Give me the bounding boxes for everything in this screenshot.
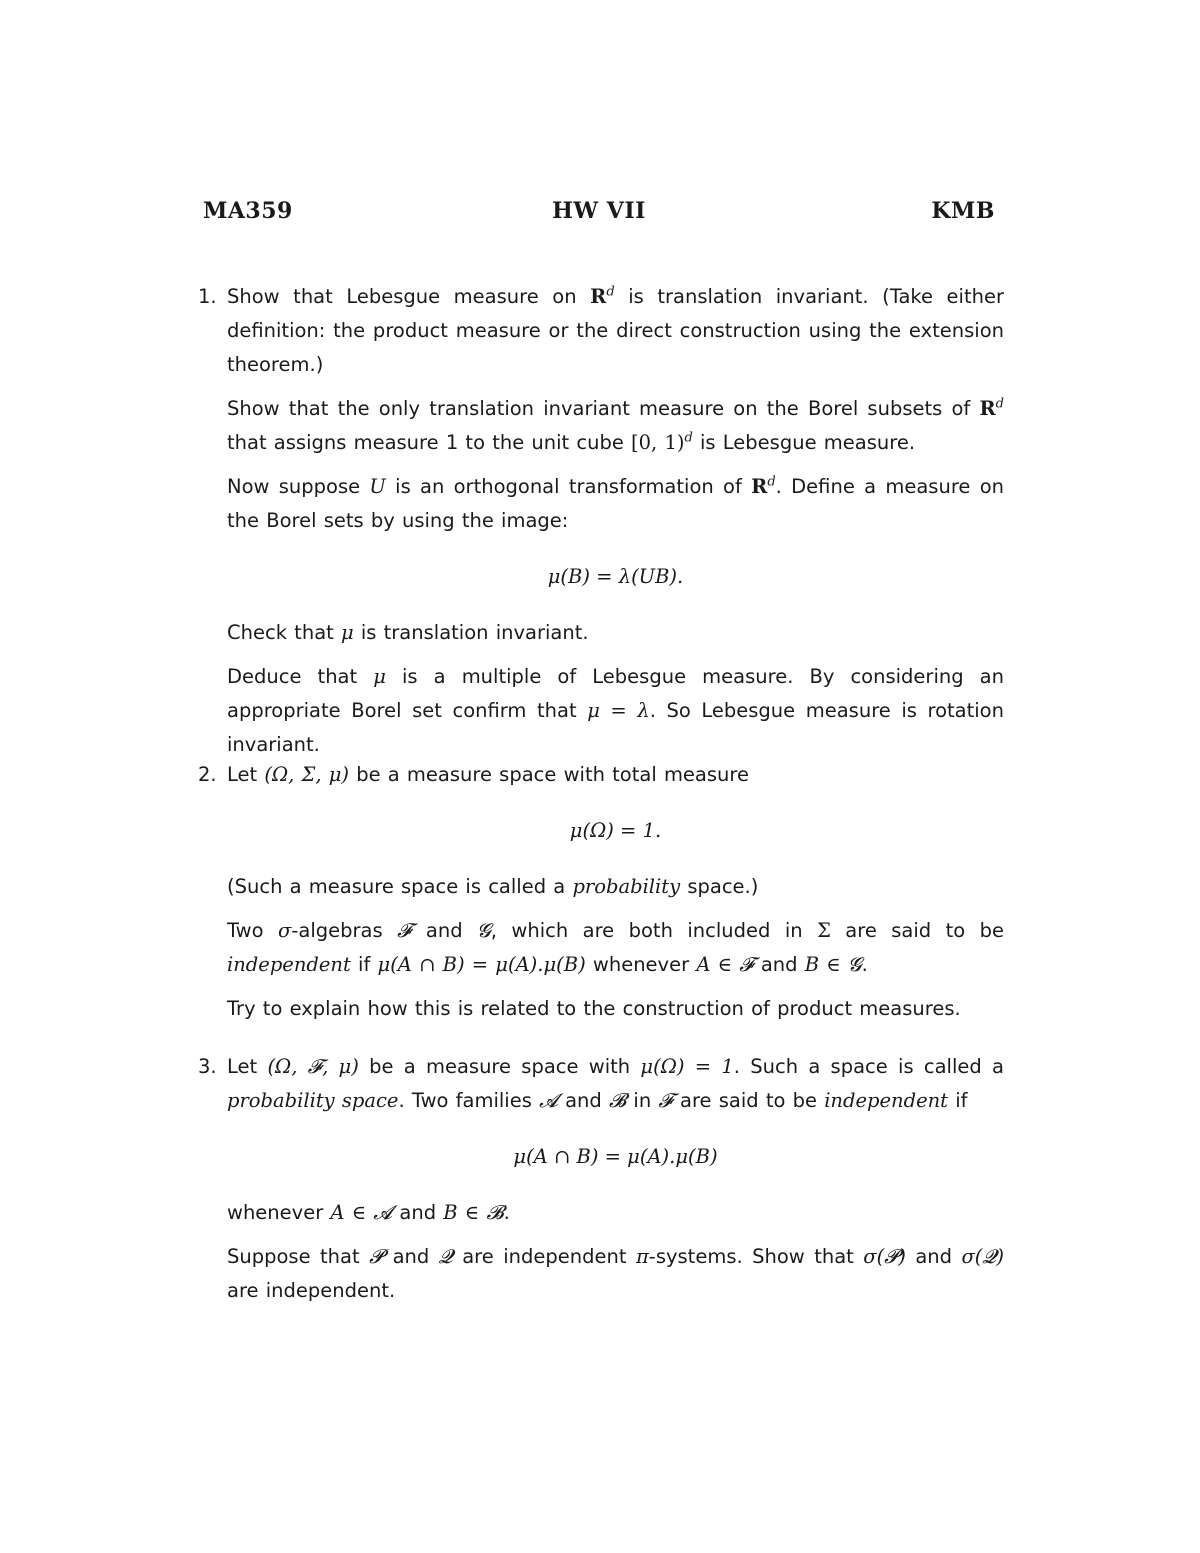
problem-body <box>227 280 1004 762</box>
author-initials: KMB <box>931 198 995 224</box>
display-equation: μ(Ω) = 1. <box>569 819 662 842</box>
paragraph: Now suppose U is an orthogonal transformation of $R^d$. Define a measure on the Borel sets by using the image: <box>227 474 1004 532</box>
paragraph: Let (Ω, 𝓕, μ) be a measure space with μ(Ω) = 1. Such a space is called a probability space. Two families 𝓐 and 𝓑 in 𝓕 are said to be independent if <box>227 1055 1004 1112</box>
paragraph: Suppose that 𝓟 and 𝓠 are independent π-systems. Show that σ(𝓟) and σ(𝓠) are independent. <box>227 1245 1004 1302</box>
paragraph: (Such a measure space is called a probability space.) <box>227 875 759 898</box>
problem-number: 2. <box>198 763 217 786</box>
paragraph: Check that μ is translation invariant. <box>227 621 589 644</box>
problem-number: 3. <box>198 1055 217 1078</box>
homework-title: HW VII <box>552 198 646 224</box>
problem-2 <box>198 758 1004 1036</box>
display-equation: μ(B) = λ(UB). <box>547 565 684 588</box>
page-header <box>203 198 995 230</box>
paragraph: Two σ-algebras 𝓕 and 𝓖, which are both included in Σ are said to be independent if μ(A ∩ B) = μ(A).μ(B) whenever A ∈ 𝓕 and B ∈ 𝓖. <box>227 919 1005 976</box>
display-equation: μ(A ∩ B) = μ(A).μ(B) <box>513 1145 718 1168</box>
paragraph: Let (Ω, Σ, μ) be a measure space with total measure <box>227 763 749 786</box>
paragraph: Try to explain how this is related to the construction of product measures. <box>227 997 961 1020</box>
paragraph: Show that the only translation invariant measure on the Borel subsets of $R^d$ that assigns measure 1 to the unit cube [0, 1)$^d$ is Lebesgue measure. <box>227 396 1004 454</box>
problem-1 <box>198 280 1004 772</box>
problem-body <box>227 758 1004 1026</box>
paragraph: Deduce that μ is a multiple of Lebesgue measure. By considering an appropriate Borel set confirm that μ = λ. So Lebesgue measure is rotation invariant. <box>227 665 1004 756</box>
course-code: MA359 <box>203 198 293 224</box>
problem-3 <box>198 1050 1004 1318</box>
paragraph: Show that Lebesgue measure on $R^d$ is translation invariant. (Take either definition: the product measure or the direct construction using the extension theorem.) <box>227 284 1004 376</box>
paragraph: whenever A ∈ 𝓐 and B ∈ 𝓑. <box>227 1201 510 1224</box>
problem-body <box>227 1050 1004 1308</box>
problem-number: 1. <box>198 285 217 308</box>
